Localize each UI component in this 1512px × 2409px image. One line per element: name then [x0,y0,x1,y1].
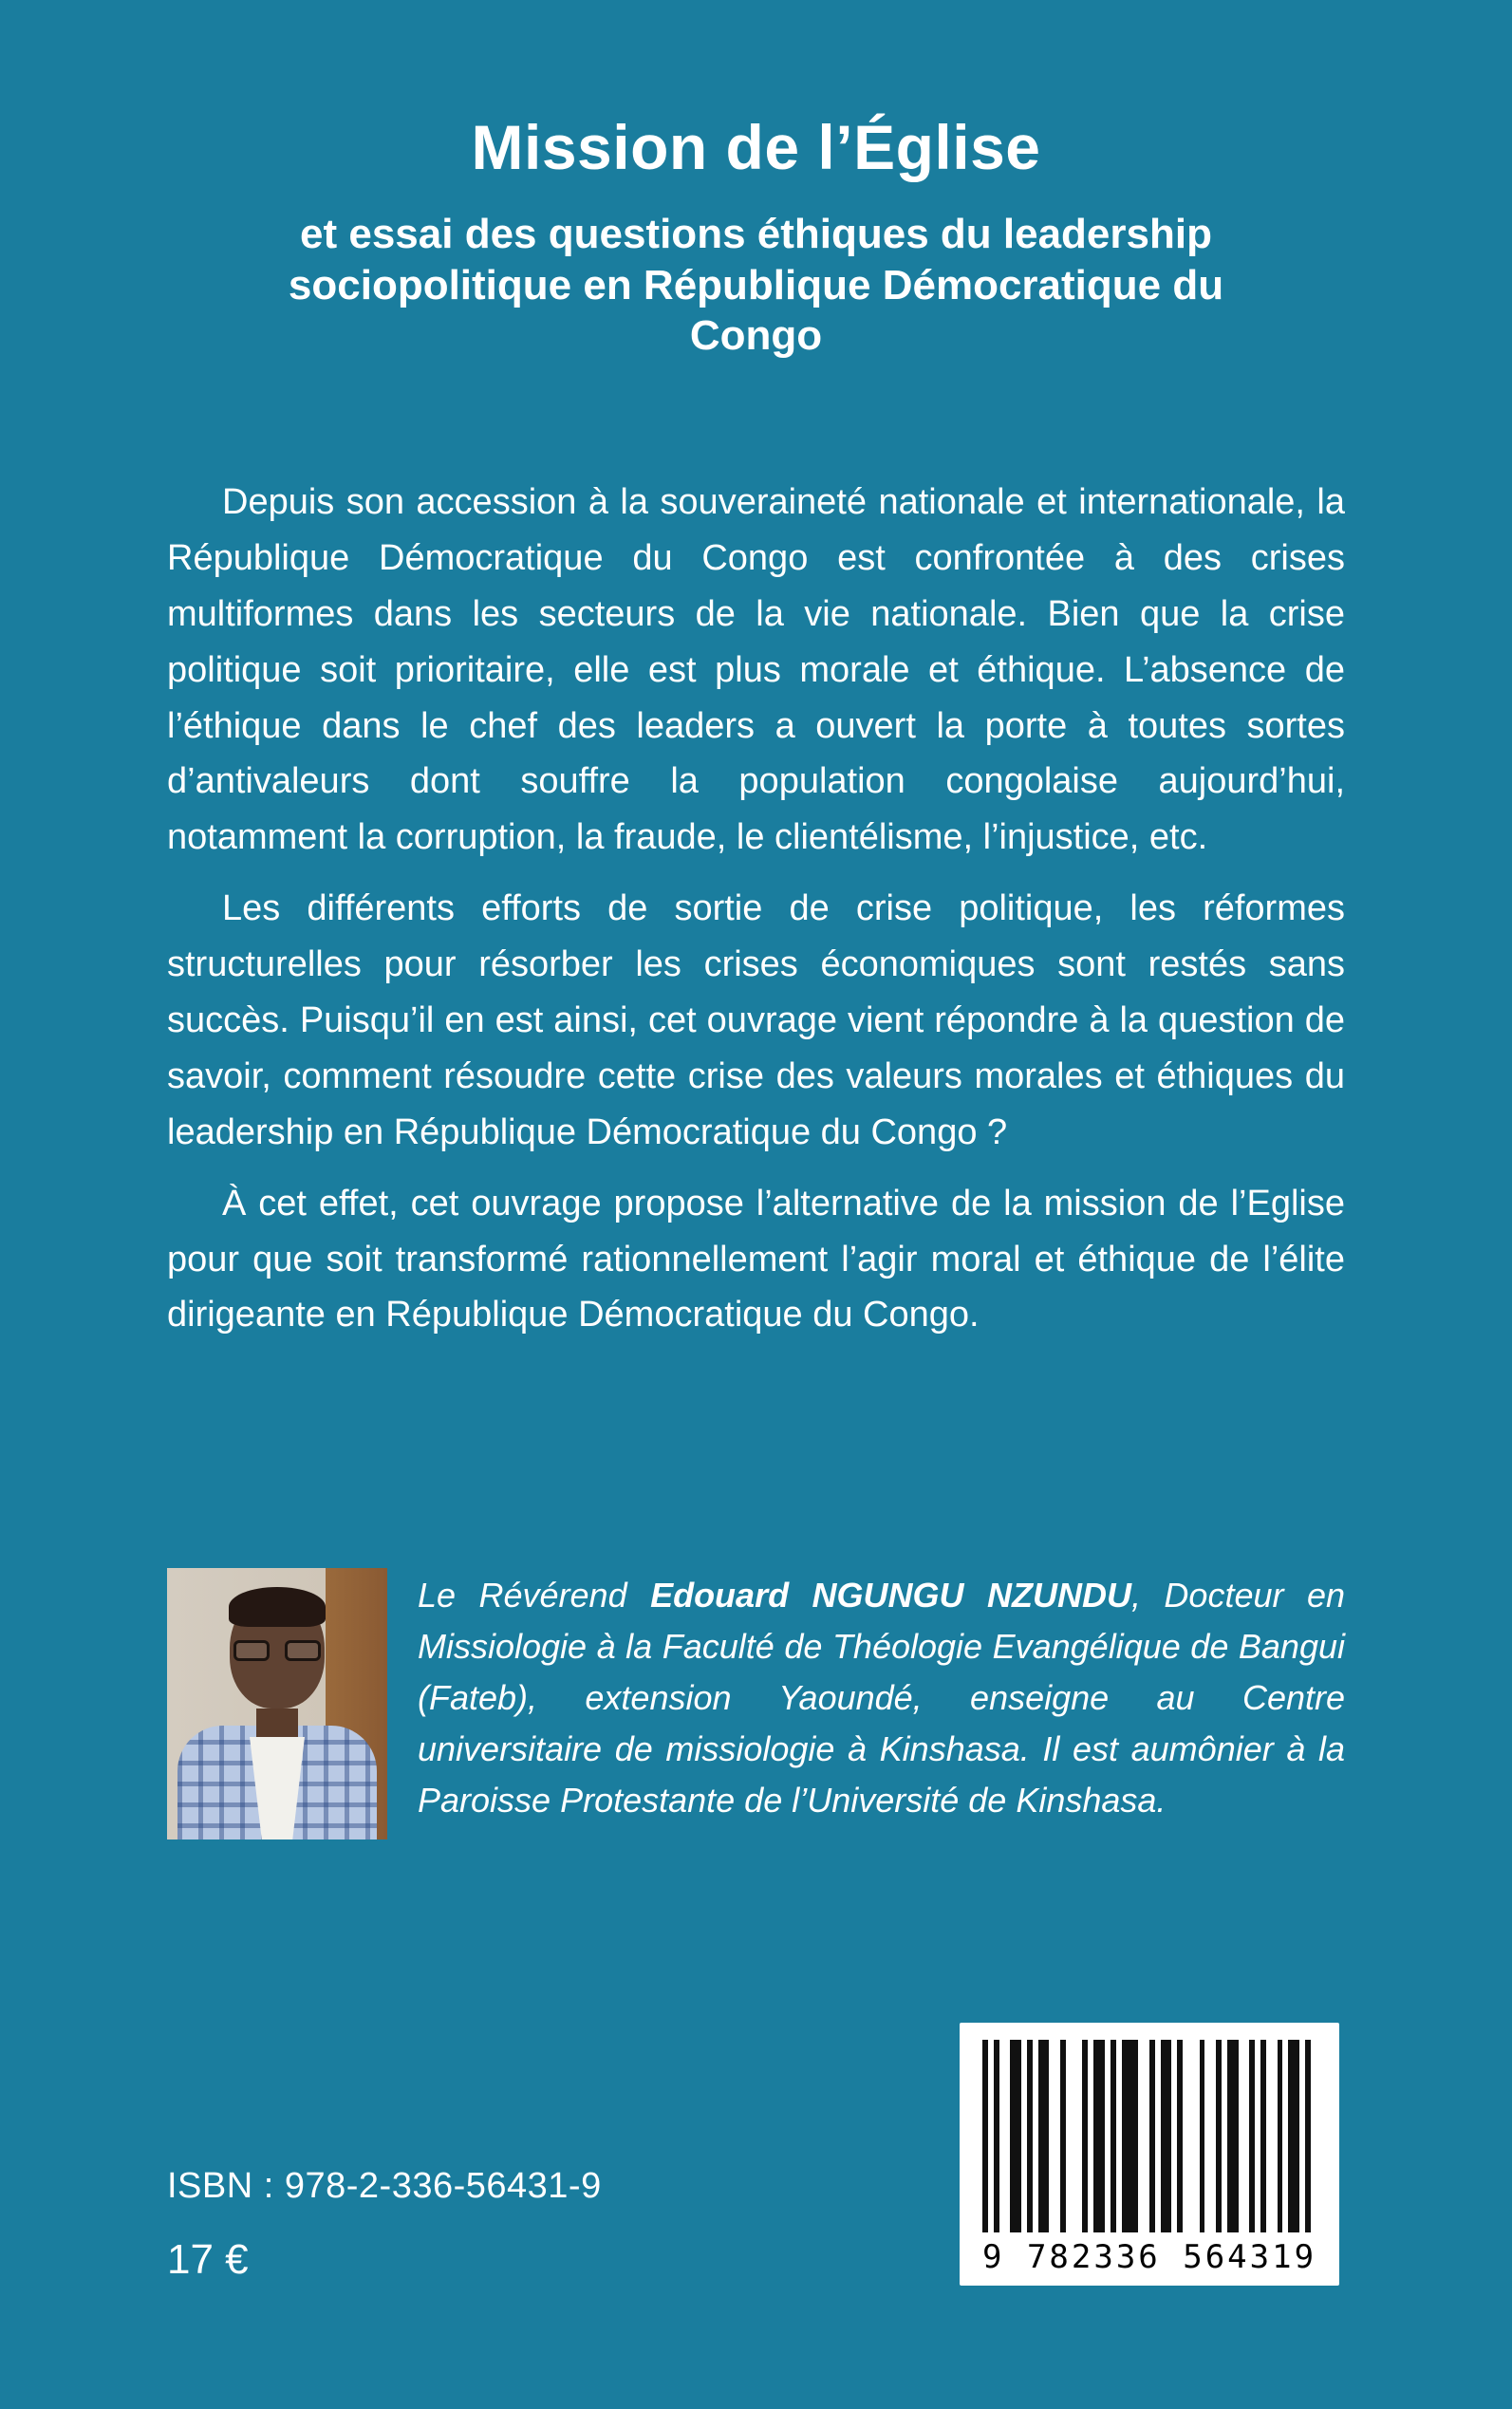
barcode-number: 9 782336 564319 [982,2238,1317,2276]
author-bio-rest: , Docteur en Missiologie à la Faculté de Théologie Evangélique de Bangui (Fateb), extension Yaoundé, enseigne au Centre universitaire de missiologie à Kinshasa. Il est aumônier à la Paroisse Protestante de l’Université de Kinshasa. [418,1576,1345,1820]
book-title: Mission de l’Église [471,112,1041,182]
back-cover-paragraph: Depuis son accession à la souveraineté nationale et internationale, la République Démocratique du Congo est confrontée à des crises multiformes dans les secteurs de la vie nationale. Bien que la crise politique soit prioritaire, elle est plus morale et éthique. L’absence de l’éthique dans le chef des leaders a ouvert la porte à toutes sortes d’antivaleurs dont souffre la population congolaise aujourd’hui, notamment la corruption, la fraude, le clientélisme, l’injustice, etc. [167,482,1345,858]
author-bio [418,1568,1345,1839]
subtitle-line: Congo [689,312,823,360]
author-section [167,1568,1345,1839]
author-bio-prefix: Le Révérend [418,1576,651,1615]
back-cover-text [167,475,1345,1358]
author-photo [167,1568,387,1839]
author-name: Edouard NGUNGU NZUNDU [650,1576,1131,1615]
author-neck-shape [256,1709,298,1737]
isbn-text: ISBN : 978-2-336-56431-9 [167,2166,602,2206]
subtitle-line: sociopolitique en République Démocratique du [288,261,1224,308]
back-cover-paragraph: Les différents efforts de sortie de crise politique, les réformes structurelles pour résorber les crises économiques sont restés sans succès. Puisqu’il en est ainsi, cet ouvrage vient répondre à la question de savoir, comment résoudre cette crise des valeurs morales et éthiques du leadership en République Démocratique du Congo ? [167,888,1345,1152]
author-hair-shape [229,1587,326,1627]
barcode-bars [982,2040,1316,2232]
subtitle-line: et essai des questions éthiques du leadership [300,210,1212,257]
author-glasses-shape [233,1640,321,1663]
back-cover-paragraph: À cet effet, cet ouvrage propose l’alternative de la mission de l’Eglise pour que soit transformé rationnellement l’agir moral et éthique de l’élite dirigeante en République Démocratique du Congo. [167,1183,1345,1335]
barcode [960,2023,1339,2286]
price-text: 17 € [167,2236,249,2283]
title-block [167,112,1345,362]
book-subtitle [167,209,1345,362]
